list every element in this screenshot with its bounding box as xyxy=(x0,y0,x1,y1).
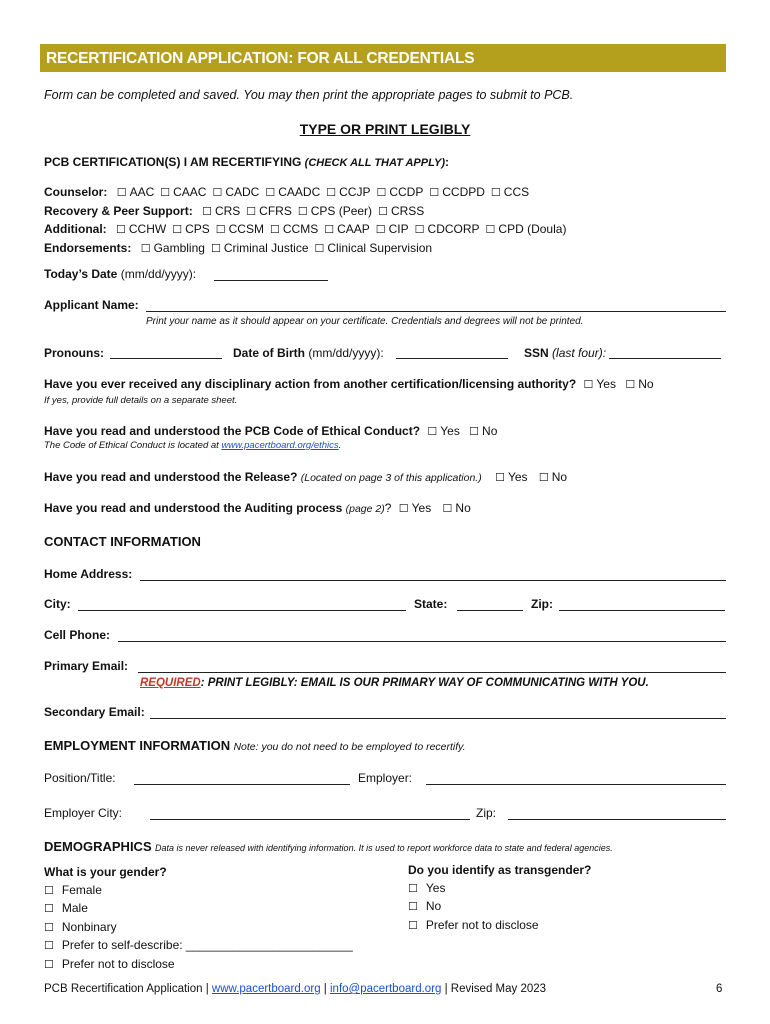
primary-email-required-note: REQUIRED: PRINT LEGIBLY: EMAIL IS OUR PRIMARY WAY OF COMMUNICATING WITH YOU. xyxy=(140,677,649,689)
option-label: Prefer to self-describe: _________________________ xyxy=(61,938,353,952)
page-number: 6 xyxy=(716,983,723,995)
additional-option-ccsm[interactable] xyxy=(216,222,264,236)
auditing-no-checkbox[interactable]: ☐ xyxy=(442,503,453,515)
option-label: CCDPD xyxy=(442,185,485,199)
applicant-name-label: Applicant Name: xyxy=(44,298,139,312)
option-label: Clinical Supervision xyxy=(327,240,433,255)
auditing-question: Have you read and understood the Auditing process (page 2)? ☐ Yes ☐ No xyxy=(44,501,471,515)
employer-label: Employer: xyxy=(358,771,413,785)
endorsement-option-criminal-justice[interactable] xyxy=(211,241,309,255)
checkbox[interactable]: ☐ xyxy=(429,187,440,199)
form-instruction: Form can be completed and saved. You may then print the appropriate pages to submit to PCB. xyxy=(44,88,574,102)
primary-email-label: Primary Email: xyxy=(44,659,129,673)
gender-option-4[interactable] xyxy=(44,956,353,975)
disciplinary-note: If yes, provide full details on a separate sheet. xyxy=(44,395,238,406)
checkbox[interactable]: ☐ xyxy=(246,205,257,218)
transgender-option-2[interactable] xyxy=(408,917,591,936)
option-label: CRSS xyxy=(390,203,425,218)
checkbox[interactable]: ☐ xyxy=(44,903,54,915)
release-question: Have you read and understood the Release? (Located on page 3 of this application.) ☐ Yes ☐ No xyxy=(44,470,568,484)
employment-heading: EMPLOYMENT INFORMATION xyxy=(44,738,231,753)
additional-option-ccms[interactable] xyxy=(270,222,318,236)
additional-option-caap[interactable] xyxy=(324,222,370,236)
option-label: Male xyxy=(61,901,88,915)
gender-question: What is your gender? xyxy=(44,865,167,879)
counselor-option-ccdp[interactable] xyxy=(376,185,423,199)
gender-option-3[interactable] xyxy=(44,937,353,956)
option-label: CAADC xyxy=(278,185,321,199)
additional-row: Additional: ☐ CCHW ☐ CPS ☐ CCSM ☐ CCMS ☐ CAAP ☐ CIP ☐ CDCORP ☐ CPD (Doula) xyxy=(44,222,567,236)
checkbox[interactable]: ☐ xyxy=(414,224,425,236)
option-label: CRS xyxy=(214,203,241,218)
checkbox[interactable]: ☐ xyxy=(378,205,388,218)
ssn-label: SSN (last four): xyxy=(524,346,607,360)
certifications-heading: PCB CERTIFICATION(S) I AM RECERTIFYING (CHECK ALL THAT APPLY): xyxy=(44,155,450,169)
checkbox[interactable]: ☐ xyxy=(160,187,171,199)
checkbox[interactable]: ☐ xyxy=(172,224,183,236)
checkbox[interactable]: ☐ xyxy=(210,242,221,255)
recovery-row: Recovery & Peer Support: ☐ CRS ☐ CFRS ☐ CPS (Peer) ☐ CRSS xyxy=(44,203,425,218)
employer-city-label: Employer City: xyxy=(44,806,123,820)
checkbox[interactable]: ☐ xyxy=(408,882,418,895)
release-yes-checkbox[interactable]: ☐ xyxy=(495,472,505,484)
counselor-row: Counselor: ☐ AAC ☐ CAAC ☐ CADC ☐ CAADC ☐ CCJP ☐ CCDP ☐ CCDPD ☐ CCS xyxy=(44,185,530,199)
auditing-yes-checkbox[interactable]: ☐ xyxy=(398,503,409,515)
secondary-email-field[interactable] xyxy=(150,718,726,719)
gender-option-1[interactable] xyxy=(44,900,353,919)
option-label: CCJP xyxy=(339,185,371,199)
applicant-name-hint: Print your name as it should appear on your certificate. Credentials and degrees will not be printed. xyxy=(146,316,584,327)
cell-phone-label: Cell Phone: xyxy=(44,628,111,642)
option-label: CAAC xyxy=(173,185,207,199)
option-label: CCDP xyxy=(389,185,424,199)
certification-options xyxy=(44,184,566,258)
checkbox[interactable]: ☐ xyxy=(212,187,223,199)
recovery-option-cfrs[interactable] xyxy=(246,204,292,218)
counselor-option-ccs[interactable] xyxy=(491,185,529,199)
counselor-option-aac[interactable] xyxy=(117,185,155,199)
title-banner xyxy=(40,44,726,72)
employment-note: Note: you do not need to be employed to recertify. xyxy=(233,741,466,753)
transgender-question: Do you identify as transgender? xyxy=(408,863,592,877)
option-label: CPS (Peer) xyxy=(310,203,373,218)
checkbox[interactable]: ☐ xyxy=(44,940,54,952)
checkbox[interactable]: ☐ xyxy=(408,901,418,913)
release-no-checkbox[interactable]: ☐ xyxy=(538,472,549,484)
counselor-option-caadc[interactable] xyxy=(265,185,320,199)
ethics-note: The Code of Ethical Conduct is located at www.pacertboard.org/ethics. xyxy=(44,440,342,451)
recovery-option-crss[interactable] xyxy=(378,204,424,218)
option-label: CPD (Doula) xyxy=(498,222,567,236)
disciplinary-yes-checkbox[interactable]: ☐ xyxy=(583,379,594,391)
ethics-link[interactable]: www.pacertboard.org/ethics xyxy=(221,440,339,451)
counselor-option-ccdpd[interactable] xyxy=(429,185,485,199)
dob-field[interactable] xyxy=(396,358,508,359)
state-label: State: xyxy=(414,597,448,611)
checkbox[interactable]: ☐ xyxy=(269,224,280,236)
transgender-option-1[interactable] xyxy=(408,898,591,917)
checkbox[interactable]: ☐ xyxy=(490,187,501,199)
checkbox[interactable]: ☐ xyxy=(44,884,54,897)
checkbox[interactable]: ☐ xyxy=(44,921,54,934)
employer-field[interactable] xyxy=(426,784,726,785)
demographics-note: Data is never released with identifying information. It is used to report workforce data to state and federal agencies. xyxy=(154,843,613,853)
checkbox[interactable]: ☐ xyxy=(324,224,335,236)
ssn-field[interactable] xyxy=(609,358,721,359)
endorsements-row: Endorsements: ☐ Gambling ☐ Criminal Justice ☐ Clinical Supervision xyxy=(44,240,433,255)
checkbox[interactable]: ☐ xyxy=(485,224,496,236)
option-label: CCS xyxy=(503,185,530,199)
option-label: No xyxy=(425,899,442,913)
gender-question-block xyxy=(44,864,353,974)
checkbox[interactable]: ☐ xyxy=(202,205,212,218)
pronouns-field[interactable] xyxy=(110,358,222,359)
counselor-option-caac[interactable] xyxy=(160,185,206,199)
option-label: Female xyxy=(61,882,102,897)
disciplinary-no-checkbox[interactable]: ☐ xyxy=(625,379,636,391)
primary-email-field[interactable] xyxy=(138,672,726,673)
demographics-heading: DEMOGRAPHICS xyxy=(44,839,152,854)
dob-label: Date of Birth (mm/dd/yyyy): xyxy=(233,346,384,360)
checkbox[interactable]: ☐ xyxy=(44,958,54,971)
option-label: Gambling xyxy=(153,240,205,255)
checkbox[interactable]: ☐ xyxy=(297,205,308,218)
city-field[interactable] xyxy=(78,610,406,611)
zip-field[interactable] xyxy=(559,610,725,611)
employer-zip-field[interactable] xyxy=(508,819,726,820)
position-field[interactable] xyxy=(134,784,350,785)
state-field[interactable] xyxy=(457,610,523,611)
checkbox[interactable]: ☐ xyxy=(140,242,151,255)
employment-heading-row xyxy=(44,738,466,753)
gender-option-0[interactable] xyxy=(44,882,353,901)
home-address-field[interactable] xyxy=(140,580,726,581)
type-print-heading: TYPE OR PRINT LEGIBLY xyxy=(299,121,471,137)
demographics-heading-row xyxy=(44,839,613,854)
checkbox[interactable]: ☐ xyxy=(116,224,126,236)
additional-option-cip[interactable] xyxy=(376,222,409,236)
counselor-option-ccjp[interactable] xyxy=(326,185,370,199)
footer-email-link[interactable]: info@pacertboard.org xyxy=(330,983,442,995)
additional-option-cpd-doula[interactable] xyxy=(486,222,567,236)
option-label: CCHW xyxy=(128,222,167,236)
additional-option-cchw[interactable] xyxy=(116,222,166,236)
additional-option-cps[interactable] xyxy=(172,222,210,236)
form-title: RECERTIFICATION APPLICATION: FOR ALL CREDENTIALS xyxy=(46,50,475,67)
ethics-yes-checkbox[interactable]: ☐ xyxy=(427,426,438,438)
checkbox[interactable]: ☐ xyxy=(116,187,127,199)
footer-site-link[interactable]: www.pacertboard.org xyxy=(211,983,321,995)
employer-zip-label: Zip: xyxy=(476,806,497,820)
checkbox[interactable]: ☐ xyxy=(375,224,386,236)
employer-city-field[interactable] xyxy=(150,819,470,820)
footer: PCB Recertification Application | www.pacertboard.org | info@pacertboard.org | Revised May 2023 xyxy=(44,983,547,995)
gender-option-2[interactable] xyxy=(44,919,353,938)
city-label: City: xyxy=(44,597,71,611)
pronouns-label: Pronouns: xyxy=(44,346,104,360)
endorsement-option-clinical-supervision[interactable] xyxy=(315,241,433,255)
checkbox[interactable]: ☐ xyxy=(376,187,387,199)
option-label: CDCORP xyxy=(427,222,480,236)
position-label: Position/Title: xyxy=(44,771,116,785)
checkbox[interactable]: ☐ xyxy=(215,224,226,236)
counselor-option-cadc[interactable] xyxy=(212,185,259,199)
option-label: Criminal Justice xyxy=(223,240,309,255)
option-label: CADC xyxy=(225,185,260,199)
checkbox[interactable]: ☐ xyxy=(265,187,276,199)
option-label: Prefer not to disclose xyxy=(425,917,539,932)
option-label: CCMS xyxy=(282,222,319,236)
additional-option-cdcorp[interactable] xyxy=(415,222,480,236)
option-label: Prefer not to disclose xyxy=(61,956,175,971)
option-label: Yes xyxy=(425,880,446,895)
checkbox[interactable]: ☐ xyxy=(326,187,337,199)
home-address-label: Home Address: xyxy=(44,567,133,581)
contact-heading: CONTACT INFORMATION xyxy=(44,534,201,549)
ethics-no-checkbox[interactable]: ☐ xyxy=(469,426,480,438)
todays-date-row: Today’s Date (mm/dd/yyyy): xyxy=(44,267,197,281)
recovery-option-crs[interactable] xyxy=(202,204,240,218)
option-label: CAAP xyxy=(337,222,370,236)
option-label: Nonbinary xyxy=(61,919,117,934)
option-label: CPS xyxy=(185,222,210,236)
option-label: CIP xyxy=(388,222,409,236)
checkbox[interactable]: ☐ xyxy=(314,242,325,255)
todays-date-field[interactable] xyxy=(214,280,328,281)
recovery-option-cps-peer[interactable] xyxy=(298,204,372,218)
transgender-question-block xyxy=(408,862,591,935)
disciplinary-question: Have you ever received any disciplinary action from another certification/licensing authority? ☐ Yes ☐ No xyxy=(44,377,654,391)
option-label: AAC xyxy=(129,185,155,199)
applicant-name-field[interactable] xyxy=(146,311,726,312)
endorsement-option-gambling[interactable] xyxy=(141,241,205,255)
transgender-option-0[interactable] xyxy=(408,880,591,899)
ethics-question: Have you read and understood the PCB Code of Ethical Conduct? ☐ Yes ☐ No xyxy=(44,424,498,438)
option-label: CFRS xyxy=(259,203,292,218)
secondary-email-label: Secondary Email: xyxy=(44,705,145,719)
cell-phone-field[interactable] xyxy=(118,641,726,642)
zip-label: Zip: xyxy=(531,597,553,611)
checkbox[interactable]: ☐ xyxy=(408,919,418,932)
option-label: CCSM xyxy=(228,222,264,236)
